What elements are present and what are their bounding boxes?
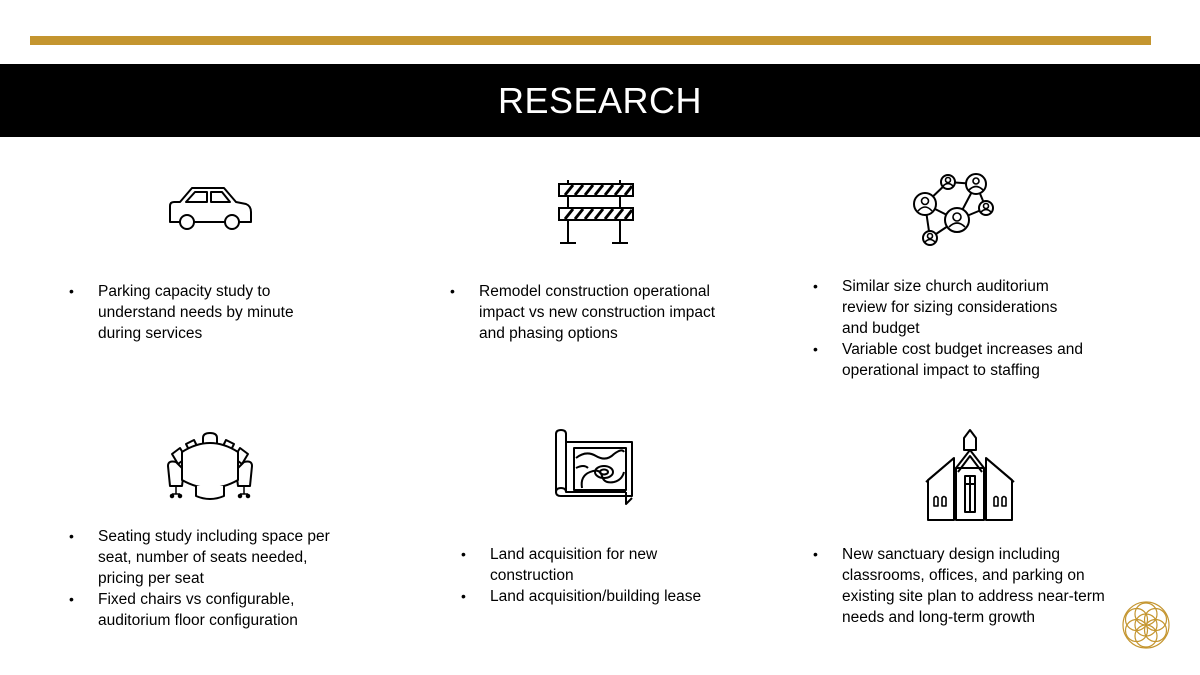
list-item: • Seating study including space per seat, number of seats needed, pricing per seat [69, 526, 349, 589]
church-icon [924, 428, 1016, 524]
research-item-auditorium [813, 276, 1103, 381]
research-item-land [461, 544, 731, 607]
gold-accent-rule [30, 36, 1151, 45]
flower-of-life-logo-icon [1121, 600, 1171, 655]
research-item-sanctuary [813, 544, 1123, 628]
conference-table-icon [164, 430, 256, 504]
list-item: • Similar size church auditorium review for sizing considerations and budget [813, 276, 1103, 339]
construction-barrier-icon [556, 178, 636, 246]
list-item: • Remodel construction operational impact vs new construction impact and phasing options [450, 281, 740, 344]
list-item: • Land acquisition/building lease [461, 586, 731, 607]
title-bar [0, 64, 1200, 137]
list-item: • Fixed chairs vs configurable, auditorium floor configuration [69, 589, 349, 631]
list-item: • Land acquisition for new construction [461, 544, 731, 586]
car-icon [166, 184, 254, 234]
slide-title: RESEARCH [497, 79, 703, 121]
research-item-seating [69, 526, 349, 631]
research-item-parking [69, 281, 319, 344]
research-item-construction [450, 281, 740, 344]
list-item: • New sanctuary design including classrooms, offices, and parking on existing site plan to address near-term needs and long-term growth [813, 544, 1123, 628]
list-item: • Variable cost budget increases and operational impact to staffing [813, 339, 1103, 381]
list-item: • Parking capacity study to understand needs by minute during services [69, 281, 319, 344]
people-network-icon [910, 170, 996, 248]
topographic-map-icon [552, 428, 640, 508]
